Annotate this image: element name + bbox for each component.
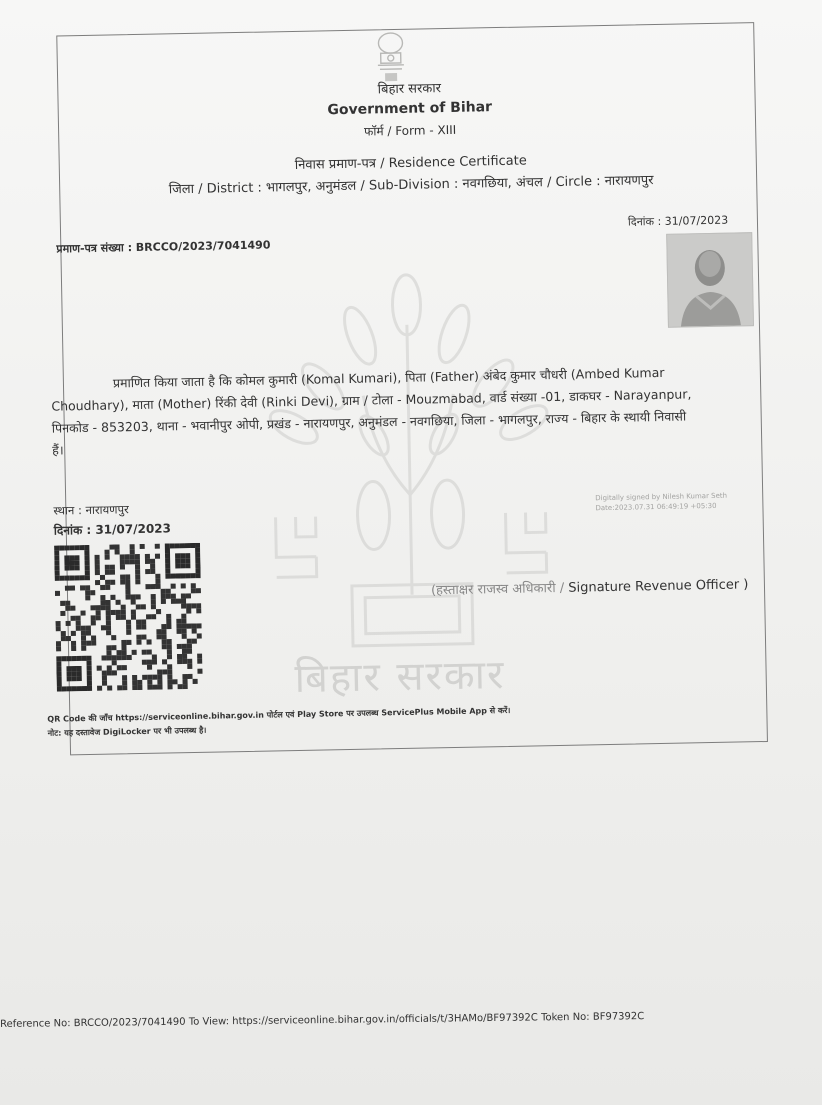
body-line-2: Choudhary), माता (Mother) रिंकी देवी (Rinki Devi), ग्राम / टोला - Mouzmabad, वार्ड संख्या -01, डाकघर - Narayanpur, [51,386,692,414]
state-emblem-icon [365,27,416,86]
signature-label-hindi: (हस्ताक्षर राजस्व अधिकारी / [430,580,565,599]
issue-date-top: दिनांक : 31/07/2023 [627,213,729,229]
certificate-body [51,360,765,462]
signature-label-english: Signature Revenue Officer ) [568,577,749,596]
digilocker-note: नोट: यह दस्तावेज DigiLocker पर भी उपलब्ध है। [47,725,207,738]
body-line-1: प्रमाणित किया जाता है कि कोमल कुमारी (Komal Kumari), पिता (Father) अंबेद कुमार चौधरी (Ambed Kumar [112,364,665,391]
hindi-header: बिहार सरकार [377,81,442,98]
qr-verification-note: QR Code की जाँच https://serviceonline.bihar.gov.in पोर्टल एवं Play Store पर उपलब्ध ServicePlus Mobile App से करें। [47,705,511,724]
certificate-number: प्रमाण-पत्र संख्या : BRCCO/2023/7041490 [56,238,271,256]
issue-date-bottom: दिनांक : 31/07/2023 [53,521,172,538]
body-line-4: हैं। [52,442,64,458]
reference-line: Reference No: BRCCO/2023/7041490 To View: https://serviceonline.bihar.gov.in/officials/t/3HAMo/BF97392C Token No: BF97392C [0,1011,645,1030]
digital-signature-line-2: Date:2023.07.31 06:49:19 +05:30 [595,501,717,513]
body-line-3: पिनकोड - 853203, थाना - भवानीपुर ओपी, प्रखंड - नारायणपुर, अनुमंडल - नवगछिया, जिला - भागलपुर, राज्य - बिहार के स्थायी निवासी [51,408,687,436]
digital-signature-stamp [595,491,727,514]
residence-certificate-document [30,7,800,763]
verification-qr-code [54,543,203,692]
applicant-photo [666,232,754,328]
form-number: फॉर्म / Form - XIII [363,122,457,139]
digital-signature-line-1: Digitally signed by Nilesh Kumar Seth [595,491,728,503]
government-title: Government of Bihar [327,99,493,119]
issue-place: स्थान : नारायणपुर [53,502,129,518]
district-line: जिला / District : भागलपुर, अनुमंडल / Sub-Division : नवगछिया, अंचल / Circle : नारायणपुर [168,173,654,198]
certificate-type: निवास प्रमाण-पत्र / Residence Certificate [294,153,527,173]
watermark-text: बिहार सरकार [294,651,506,703]
bihar-emblem-watermark [251,262,569,708]
